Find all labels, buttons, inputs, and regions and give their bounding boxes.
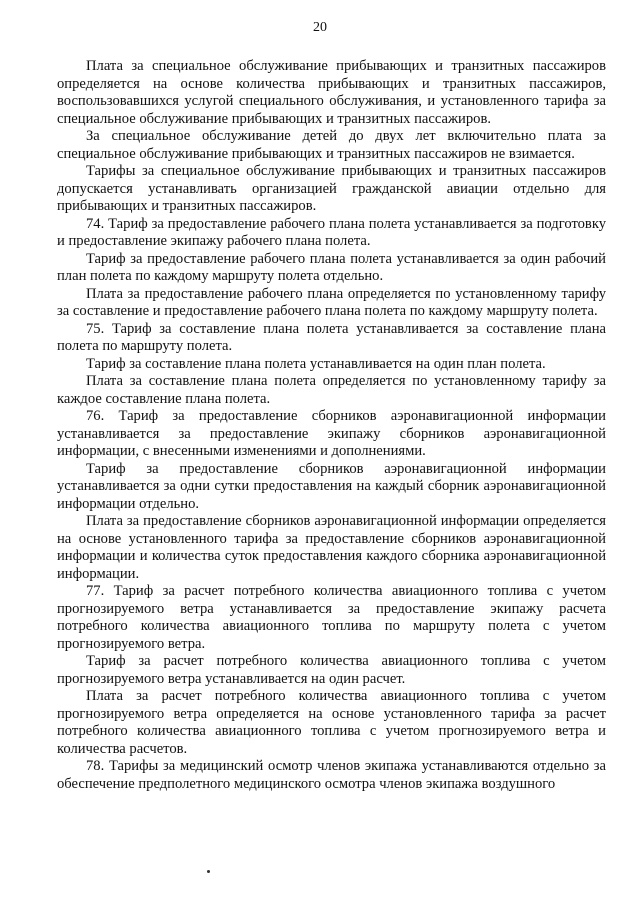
- paragraph-14: Тариф за расчет потребного количества авиационного топлива с учетом прогнозируемого ветра устанавливается на один расчет.: [57, 653, 606, 687]
- paragraph-2: За специальное обслуживание детей до двух лет включительно плата за специальное обслуживание прибывающих и транзитных пассажиров не взимается.: [57, 128, 606, 162]
- paragraph-8: Тариф за составление плана полета устанавливается на один план полета.: [86, 355, 546, 372]
- paragraph-10: 76. Тариф за предоставление сборников аэронавигационной информации устанавливается за предоставление экипажу сборников аэронавигационной информации, с внесенными изменениями и дополнениями.: [57, 408, 606, 459]
- paragraph-15: Плата за расчет потребного количества авиационного топлива с учетом прогнозируемого ветра определяется на основе установленного тарифа за расчет потребного количества авиационного топлива с учетом прогнозируемого ветра и количества расчетов.: [57, 688, 606, 757]
- paragraph-9: Плата за составление плана полета определяется по установленному тарифу за каждое составление плана полета.: [57, 373, 606, 407]
- paragraph-6: Плата за предоставление рабочего плана определяется по установленному тарифу за составление и предоставление рабочего плана полета по каждому маршруту полета.: [57, 285, 606, 319]
- paragraph-7: 75. Тариф за составление плана полета устанавливается за составление плана полета по маршруту полета.: [57, 320, 606, 354]
- page-number: 20: [313, 20, 327, 35]
- paragraph-13: 77. Тариф за расчет потребного количества авиационного топлива с учетом прогнозируемого ветра устанавливается за предоставление экипажу расчета потребного количества авиационного топлива по маршруту полета с учетом прогнозируемого ветра.: [57, 583, 606, 652]
- paragraph-5: Тариф за предоставление рабочего плана полета устанавливается за один рабочий план полета по каждому маршруту полета отдельно.: [57, 250, 606, 284]
- document-body: [57, 58, 606, 793]
- paragraph-3: Тарифы за специальное обслуживание прибывающих и транзитных пассажиров допускается устанавливать организацией гражданской авиации отдельно для прибывающих и транзитных пассажиров.: [57, 163, 606, 214]
- paragraph-1: Плата за специальное обслуживание прибывающих и транзитных пассажиров определяется на основе количества прибывающих и транзитных пассажиров, воспользовавшихся услугой специального обслуживания, и установленного тарифа за специальное обслуживание прибывающих и транзитных пассажиров.: [57, 58, 606, 127]
- scan-speck: [207, 870, 210, 873]
- paragraph-12: Плата за предоставление сборников аэронавигационной информации определяется на основе установленного тарифа за предоставление сборников аэронавигационной информации и количества суток предоставления каждого сборника аэронавигационной информации.: [57, 513, 606, 582]
- paragraph-4: 74. Тариф за предоставление рабочего плана полета устанавливается за подготовку и предоставление экипажу рабочего плана полета.: [57, 215, 606, 249]
- paragraph-16: 78. Тарифы за медицинский осмотр членов экипажа устанавливаются отдельно за обеспечение предполетного медицинского осмотра членов экипажа воздушного: [57, 758, 606, 792]
- paragraph-11: Тариф за предоставление сборников аэронавигационной информации устанавливается за одни сутки предоставления на каждый сборник аэронавигационной информации отдельно.: [57, 460, 606, 512]
